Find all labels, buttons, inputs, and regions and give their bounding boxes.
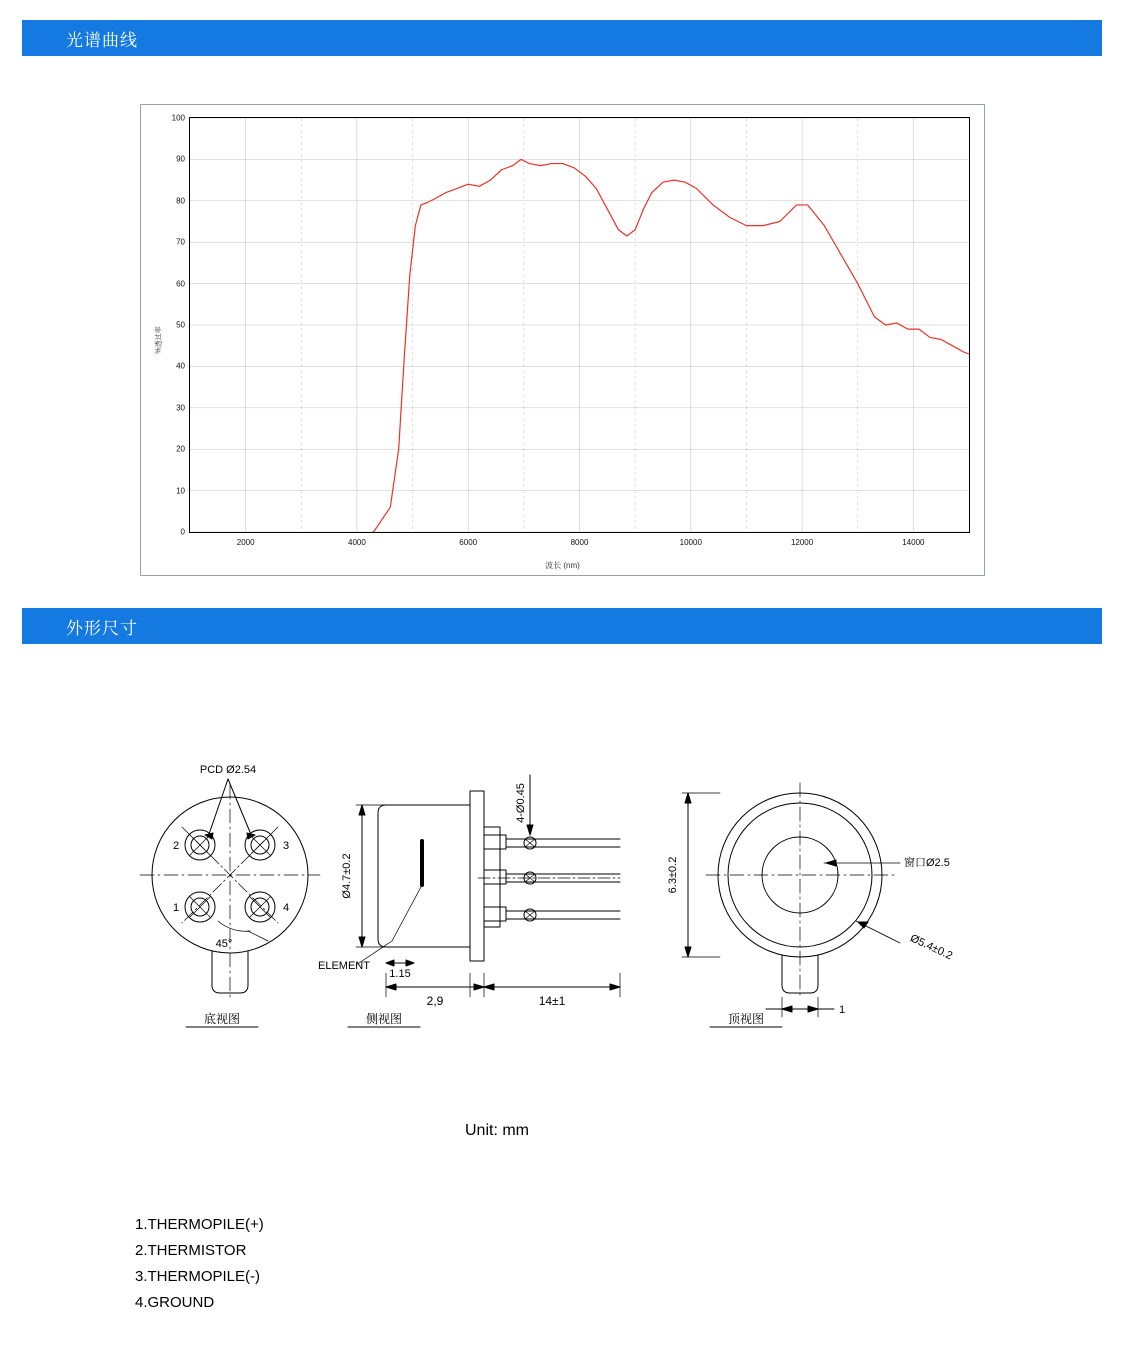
label-diameter-body: Ø4.7±0.2 — [341, 853, 353, 899]
view-name-bottom: 底视图 — [203, 1012, 241, 1026]
unit-note — [0, 1122, 1124, 1140]
drawing-svg — [100, 735, 1030, 1075]
section-title-spectral: 光谱曲线 — [66, 30, 138, 50]
label-angle: 45° — [215, 938, 233, 950]
unit-text: Unit: mm — [465, 1122, 529, 1139]
view-name-side: 侧视图 — [365, 1012, 403, 1026]
label-pcd: PCD Ø2.54 — [199, 764, 257, 776]
chart-y-axis-label: %透过率 — [155, 326, 163, 354]
chart-x-tick: 6000 — [459, 538, 478, 547]
section-header-spectral — [22, 20, 1102, 56]
section-header-dimension — [22, 608, 1102, 644]
chart-x-tick: 14000 — [902, 538, 925, 547]
label-window: 窗口Ø2.5 — [904, 857, 950, 869]
view-name-top: 顶视图 — [727, 1012, 765, 1026]
chart-y-tick: 40 — [176, 361, 185, 371]
chart-y-tick: 30 — [176, 403, 185, 413]
chart-y-tick: 20 — [176, 444, 185, 454]
chart-x-tick: 12000 — [790, 538, 814, 547]
label-hole: 4-Ø0.45 — [515, 783, 527, 823]
chart-y-tick: 0 — [180, 527, 185, 537]
mechanical-drawing — [100, 735, 1030, 1075]
label-lead-115: 1.15 — [389, 968, 411, 980]
pin-number-1: 1 — [172, 902, 180, 914]
bottom-view-geometry — [140, 779, 320, 1027]
label-diameter-flange: Ø5.4±0.2 — [908, 932, 955, 963]
chart-y-tick: 50 — [176, 320, 185, 330]
chart-x-axis-label: 波长 (nm) — [545, 561, 580, 570]
list-item: 1.THERMOPILE(+) — [135, 1216, 264, 1233]
list-item: 2.THERMISTOR — [135, 1242, 247, 1259]
label-dim-14: 14±1 — [538, 994, 566, 1008]
side-view-geometry — [348, 775, 620, 1027]
list-item: 4.GROUND — [135, 1294, 215, 1311]
label-dim-63: 6.3±0.2 — [667, 856, 679, 894]
chart-y-tick: 10 — [176, 486, 185, 496]
label-element: ELEMENT — [318, 960, 370, 972]
list-item: 3.THERMOPILE(-) — [135, 1268, 261, 1285]
pin-assignment-list — [135, 1212, 264, 1316]
chart-x-tick: 10000 — [679, 538, 702, 547]
chart-x-tick: 4000 — [348, 538, 366, 547]
chart-x-tick: 8000 — [570, 538, 589, 547]
chart-y-tick: 80 — [176, 196, 185, 206]
spectral-chart — [140, 104, 985, 576]
chart-plot-area — [171, 113, 970, 547]
pin-number-2: 2 — [172, 840, 180, 852]
chart-y-tick: 90 — [176, 154, 185, 164]
chart-x-tick: 2000 — [236, 538, 255, 547]
pin-number-4: 4 — [282, 902, 290, 914]
chart-series-line — [190, 118, 969, 532]
chart-y-tick: 100 — [171, 113, 185, 123]
label-dim-29: 2,9 — [426, 994, 444, 1008]
label-dim-1: 1 — [838, 1004, 846, 1016]
top-view-geometry — [682, 783, 900, 1027]
pin-number-3: 3 — [282, 840, 290, 852]
chart-y-tick: 70 — [176, 237, 185, 247]
section-title-dimension: 外形尺寸 — [66, 618, 138, 638]
chart-y-tick: 60 — [176, 279, 185, 289]
